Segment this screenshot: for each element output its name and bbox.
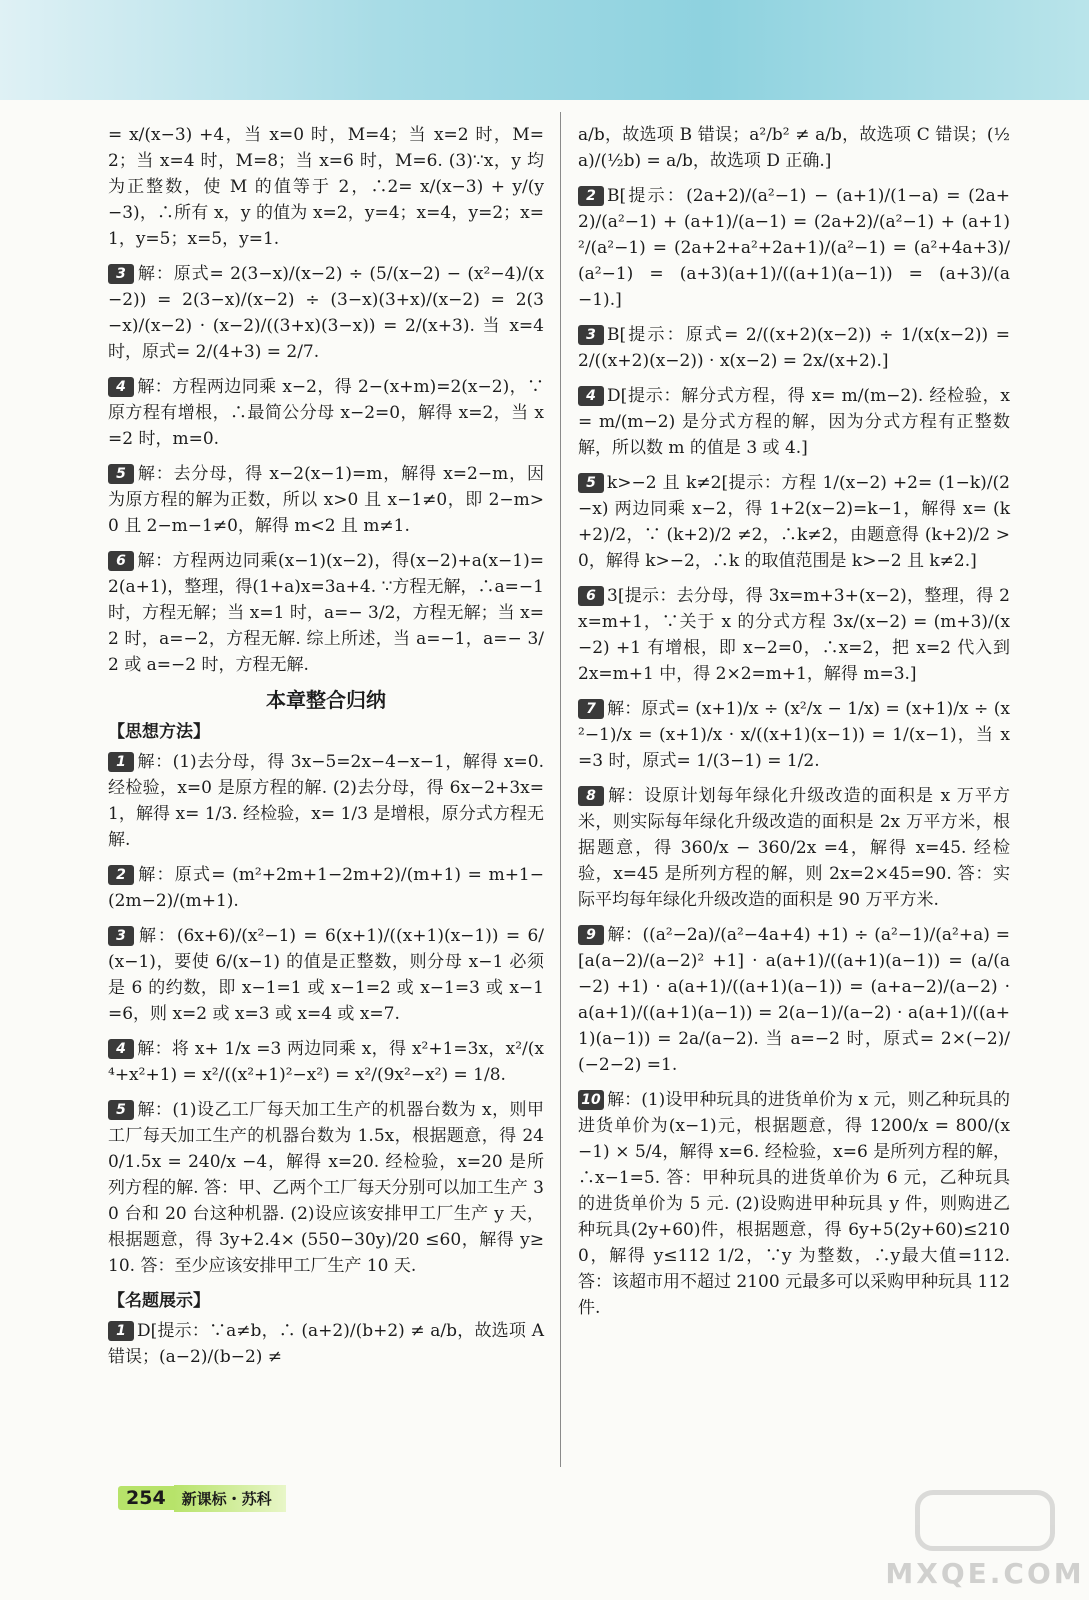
question-number-badge: 9 [578, 925, 604, 945]
answer-item: = x/(x−3) +4，当 x=0 时，M=4；当 x=2 时，M=2；当 x=4 时，M=8；当 x=6 时，M=6. (3)∵x，y 均为正整数，使 M 的值等于 2，∴2= x/(x−3) + y/(y−3)，∴所有 x，y 的值为 x=2，y=4；x=4，y=2；x=1，y=5；x=5，y=1. [108, 125, 544, 249]
question-number-badge: 8 [578, 786, 604, 806]
section-title-methods: 【思想方法】 [108, 722, 210, 742]
question-number-badge: 4 [108, 377, 134, 397]
answer-item: 4 解：方程两边同乘 x−2，得 2−(x+m)=2(x−2)，∵原方程有增根，∴最简公分母 x−2=0，解得 x=2，当 x=2 时，m=0. [108, 377, 544, 449]
question-number-badge: 5 [578, 473, 604, 493]
answer-item: 6 3[提示：去分母，得 3x=m+3+(x−2)，整理，得 2x=m+1，∵关于 x 的分式方程 3x/(x−2) = (m+3)/(x−2) +1 有增根，即 x−2=0，∴x=2，把 x=2 代入到 2x=m+1 中，得 2×2=m+1，解得 m=3.] [578, 586, 1010, 684]
answer-item: 3 解：(6x+6)/(x²−1) = 6(x+1)/((x+1)(x−1)) = 6/(x−1)，要使 6/(x−1) 的值是正整数，则分母 x−1 必须是 6 的约数，即 x−1=1 或 x−1=2 或 x−1=3 或 x−1=6，则 x=2 或 x=3 或 x=4 或 x=7. [108, 926, 544, 1024]
question-number-badge: 6 [578, 586, 604, 606]
watermark-logo-icon [915, 1490, 1055, 1551]
question-number-badge: 1 [108, 752, 134, 772]
answer-item: 10 解：(1)设甲种玩具的进货单价为 x 元，则乙种玩具的进货单价为(x−1)元，根据题意，得 1200/x = 800/(x−1) × 5/4，解得 x=6. 经检验，x=6 是所列方程的解，∴x−1=5. 答：甲种玩具的进货单价为 6 元，乙种玩具的进货单价为 5 元. (2)设购进甲种玩具 y 件，则购进乙种玩具(2y+60)件，根据题意，得 6y+5(2y+60)≤2100，解得 y≤112 1/2，∵y 为整数，∴y最大值=112. 答：该超市用不超过 2100 元最多可以采购甲种玩具 112 件. [578, 1090, 1010, 1318]
left-column [108, 122, 544, 1379]
answer-item: 5 解：去分母，得 x−2(x−1)=m，解得 x=2−m，因为原方程的解为正数，所以 x>0 且 x−1≠0，即 2−m>0 且 2−m−1≠0，解得 m<2 且 m≠1. [108, 464, 544, 536]
question-number-badge: 5 [108, 1100, 134, 1120]
answer-item: 2 解：原式= (m²+2m+1−2m+2)/(m+1) = m+1− (2m−2)/(m+1). [108, 865, 544, 911]
question-number-badge: 2 [578, 186, 604, 206]
question-number-badge: 7 [578, 699, 604, 719]
question-number-badge: 10 [578, 1090, 604, 1110]
answer-item: 7 解：原式= (x+1)/x ÷ (x²/x − 1/x) = (x+1)/x ÷ (x²−1)/x = (x+1)/x · x/((x+1)(x−1)) = 1/(x−1)，当 x=3 时，原式= 1/(3−1) = 1/2. [578, 699, 1010, 771]
question-number-badge: 1 [108, 1321, 134, 1341]
answer-item: 8 解：设原计划每年绿化升级改造的面积是 x 万平方米，则实际每年绿化升级改造的面积是 2x 万平方米，根据题意，得 360/x − 360/2x =4，解得 x=45. 经检验，x=45 是所列方程的解，则 2x=2×45=90. 答：实际平均每年绿化升级改造的面积是 90 万平方米. [578, 786, 1010, 910]
question-number-badge: 3 [108, 264, 134, 284]
answer-item: 2 B[提示：(2a+2)/(a²−1) − (a+1)/(1−a) = (2a+2)/(a²−1) + (a+1)/(a−1) = (2a+2)/(a²−1) + (a+1)²/(a²−1) = (2a+2+a²+2a+1)/(a²−1) = (a²+4a+3)/(a²−1) = (a+3)(a+1)/((a+1)(a−1)) = (a+3)/(a−1).] [578, 186, 1010, 310]
page-footer [118, 1484, 286, 1512]
question-number-badge: 3 [108, 926, 134, 946]
answer-item: 5 k>−2 且 k≠2[提示：方程 1/(x−2) +2= (1−k)/(2−x) 两边同乘 x−2，得 1+2(x−2)=k−1，解得 x= (k+2)/2，∵ (k+2)/2 ≠2，∴k≠2，由题意得 (k+2)/2 >0，解得 k>−2，∴k 的取值范围是 k>−2 且 k≠2.] [578, 473, 1010, 571]
chapter-summary-title: 本章整合归纳 [266, 688, 386, 712]
question-number-badge: 5 [108, 464, 134, 484]
question-number-badge: 2 [108, 865, 134, 885]
answer-item: 1 解：(1)去分母，得 3x−5=2x−4−x−1，解得 x=0. 经检验，x=0 是原方程的解. (2)去分母，得 6x−2+3x=1，解得 x= 1/3. 经检验，x= 1/3 是增根，原分式方程无解. [108, 752, 544, 850]
answer-item: 9 解：((a²−2a)/(a²−4a+4) +1) ÷ (a²−1)/(a²+a) = [a(a−2)/(a−2)² +1] · a(a+1)/((a+1)(a−1)) = (a/(a−2) +1) · a(a+1)/((a+1)(a−1)) = (a+a−2)/(a−2) · a(a+1)/((a+1)(a−1)) = 2(a−1)/(a−2) · a(a+1)/((a+1)(a−1)) = 2a/(a−2). 当 a=−2 时，原式= 2×(−2)/(−2−2) =1. [578, 925, 1010, 1075]
question-number-badge: 4 [108, 1039, 134, 1059]
answer-item: a/b，故选项 B 错误；a²/b² ≠ a/b，故选项 C 错误；(½a)/(½b) = a/b，故选项 D 正确.] [578, 125, 1010, 171]
answer-item: 4 解：将 x+ 1/x =3 两边同乘 x，得 x²+1=3x，x²/(x⁴+x²+1) = x²/((x²+1)²−x²) = x²/(9x²−x²) = 1/8. [108, 1039, 544, 1085]
header-banner [0, 0, 1089, 100]
answer-item: 5 解：(1)设乙工厂每天加工生产的机器台数为 x，则甲工厂每天加工生产的机器台数为 1.5x，根据题意，得 240/1.5x = 240/x −4，解得 x=20. 经检验，x=20 是所列方程的解. 答：甲、乙两个工厂每天分别可以加工生产 30 台和 20 台这种机器. (2)设应该安排甲工厂生产 y 天，根据题意，得 3y+2.4× (550−30y)/20 ≤60，解得 y≥10. 答：至少应该安排甲工厂生产 10 天. [108, 1100, 544, 1276]
answer-item: 1 D[提示：∵a≠b，∴ (a+2)/(b+2) ≠ a/b，故选项 A 错误；(a−2)/(b−2) ≠ [108, 1321, 544, 1367]
answer-item: 3 解：原式= 2(3−x)/(x−2) ÷ (5/(x−2) − (x²−4)/(x−2)) = 2(3−x)/(x−2) ÷ (3−x)(3+x)/(x−2) = 2(3−x)/(x−2) · (x−2)/((3+x)(3−x)) = 2/(x+3). 当 x=4 时，原式= 2/(4+3) = 2/7. [108, 264, 544, 362]
question-number-badge: 3 [578, 325, 604, 345]
question-number-badge: 4 [578, 386, 604, 406]
answer-item: 4 D[提示：解分式方程，得 x= m/(m−2). 经检验，x= m/(m−2) 是分式方程的解，因为分式方程有正整数解，所以数 m 的值是 3 或 4.] [578, 386, 1010, 458]
watermark-text: MXQE.COM [885, 1557, 1085, 1590]
column-divider [560, 112, 561, 1467]
answer-item: 3 B[提示：原式= 2/((x+2)(x−2)) ÷ 1/(x(x−2)) = 2/((x+2)(x−2)) · x(x−2) = 2x/(x+2).] [578, 325, 1010, 371]
right-column [578, 122, 1010, 1330]
question-number-badge: 6 [108, 551, 134, 571]
page-number: 254 [118, 1486, 174, 1510]
section-title-featured: 【名题展示】 [108, 1291, 210, 1311]
watermark [885, 1490, 1085, 1590]
book-series-label: 新课标・苏科 [174, 1485, 286, 1512]
answer-item: 6 解：方程两边同乘(x−1)(x−2)，得(x−2)+a(x−1)=2(a+1)，整理，得(1+a)x=3a+4. ∵方程无解，∴a=−1 时，方程无解；当 x=1 时，a=− 3/2，方程无解；当 x=2 时，a=−2，方程无解. 综上所述，当 a=−1，a=− 3/2 或 a=−2 时，方程无解. [108, 551, 544, 675]
